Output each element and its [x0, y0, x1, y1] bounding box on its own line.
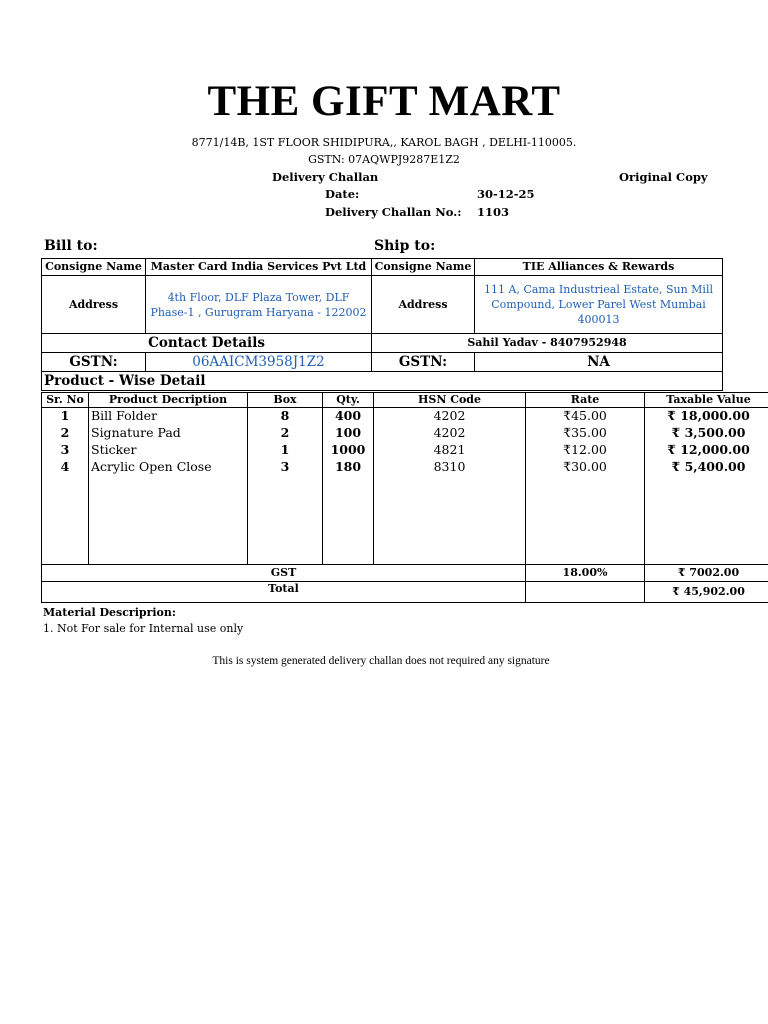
row-rate: ₹35.00: [526, 425, 645, 442]
row-hsn: 8310: [374, 459, 526, 476]
col-header-rate: Rate: [526, 393, 645, 408]
row-hsn: 4202: [374, 425, 526, 442]
gst-value: ₹ 7002.00: [645, 565, 768, 582]
company-address: 8771/14B, 1ST FLOOR SHIDIPURA,, KAROL BAGH , DELHI-110005.: [191, 136, 577, 149]
row-box: 2: [248, 425, 323, 442]
date-value: 30-12-25: [477, 187, 535, 201]
gst-rate: 18.00%: [526, 565, 645, 582]
col-header-box: Box: [248, 393, 323, 408]
party-table: [41, 258, 723, 391]
row-qty: 400: [323, 408, 374, 425]
row-value: ₹ 3,500.00: [645, 425, 768, 442]
bill-consignee-label: Consigne Name: [42, 259, 146, 276]
system-generated-note: This is system generated delivery challan does not required any signature: [212, 655, 550, 667]
empty-row-space: [42, 476, 768, 565]
row-rate: ₹45.00: [526, 408, 645, 425]
row-sr: 3: [42, 442, 89, 459]
row-rate: ₹30.00: [526, 459, 645, 476]
gst-label: GST: [42, 565, 526, 582]
bill-address: 4th Floor, DLF Plaza Tower, DLF Phase-1 , Gurugram Haryana - 122002: [146, 276, 372, 334]
ship-gstn-label: GSTN:: [372, 353, 475, 372]
date-label: Date:: [325, 187, 360, 201]
ship-address-label: Address: [372, 276, 475, 334]
table-row: [42, 459, 768, 476]
bill-consignee-name: Master Card India Services Pvt Ltd: [146, 259, 372, 276]
bill-gstn-label: GSTN:: [42, 353, 146, 372]
material-description-note: 1. Not For sale for Internal use only: [43, 622, 244, 635]
table-row: [42, 408, 768, 425]
ship-contact: Sahil Yadav - 8407952948: [372, 334, 723, 353]
col-header-hsn: HSN Code: [374, 393, 526, 408]
bill-gstn-value: 06AAICM3958J1Z2: [146, 353, 372, 372]
company-gstn: GSTN: 07AQWPJ9287E1Z2: [308, 153, 460, 166]
challan-number-value: 1103: [477, 205, 510, 219]
row-qty: 1000: [323, 442, 374, 459]
row-hsn: 4202: [374, 408, 526, 425]
row-rate: ₹12.00: [526, 442, 645, 459]
row-value: ₹ 5,400.00: [645, 459, 768, 476]
bill-address-label: Address: [42, 276, 146, 334]
row-hsn: 4821: [374, 442, 526, 459]
total-value: ₹ 45,902.00: [645, 582, 768, 603]
row-box: 8: [248, 408, 323, 425]
document-type: Delivery Challan: [272, 170, 379, 184]
ship-gstn-value: NA: [475, 353, 723, 372]
product-header-row: [42, 393, 768, 408]
col-header-description: Product Decription: [89, 393, 248, 408]
ship-consignee-name: TIE Alliances & Rewards: [475, 259, 723, 276]
table-row: [42, 442, 768, 459]
table-row: [42, 425, 768, 442]
row-sr: 2: [42, 425, 89, 442]
row-description: Acrylic Open Close: [89, 459, 248, 476]
row-qty: 100: [323, 425, 374, 442]
row-description: Sticker: [89, 442, 248, 459]
row-value: ₹ 18,000.00: [645, 408, 768, 425]
total-label: Total: [42, 582, 526, 603]
col-header-qty: Qty.: [323, 393, 374, 408]
row-box: 1: [248, 442, 323, 459]
row-description: Signature Pad: [89, 425, 248, 442]
contact-details-label: Contact Details: [42, 334, 372, 353]
ship-address: 111 A, Cama Industrieal Estate, Sun Mill Compound, Lower Parel West Mumbai 400013: [475, 276, 723, 334]
row-value: ₹ 12,000.00: [645, 442, 768, 459]
row-sr: 1: [42, 408, 89, 425]
ship-to-heading: Ship to:: [374, 238, 436, 254]
copy-label: Original Copy: [619, 170, 708, 184]
gst-row: [42, 565, 768, 582]
product-table: [41, 392, 768, 603]
col-header-sr: Sr. No: [42, 393, 89, 408]
col-header-value: Taxable Value: [645, 393, 768, 408]
material-description-heading: Material Descriprion:: [43, 606, 176, 619]
total-row: [42, 582, 768, 603]
row-sr: 4: [42, 459, 89, 476]
product-section-heading: Product - Wise Detail: [42, 372, 723, 391]
company-title: THE GIFT MART: [207, 78, 561, 125]
row-qty: 180: [323, 459, 374, 476]
challan-number-label: Delivery Challan No.:: [325, 205, 462, 219]
bill-to-heading: Bill to:: [44, 238, 98, 254]
row-description: Bill Folder: [89, 408, 248, 425]
ship-consignee-label: Consigne Name: [372, 259, 475, 276]
row-box: 3: [248, 459, 323, 476]
